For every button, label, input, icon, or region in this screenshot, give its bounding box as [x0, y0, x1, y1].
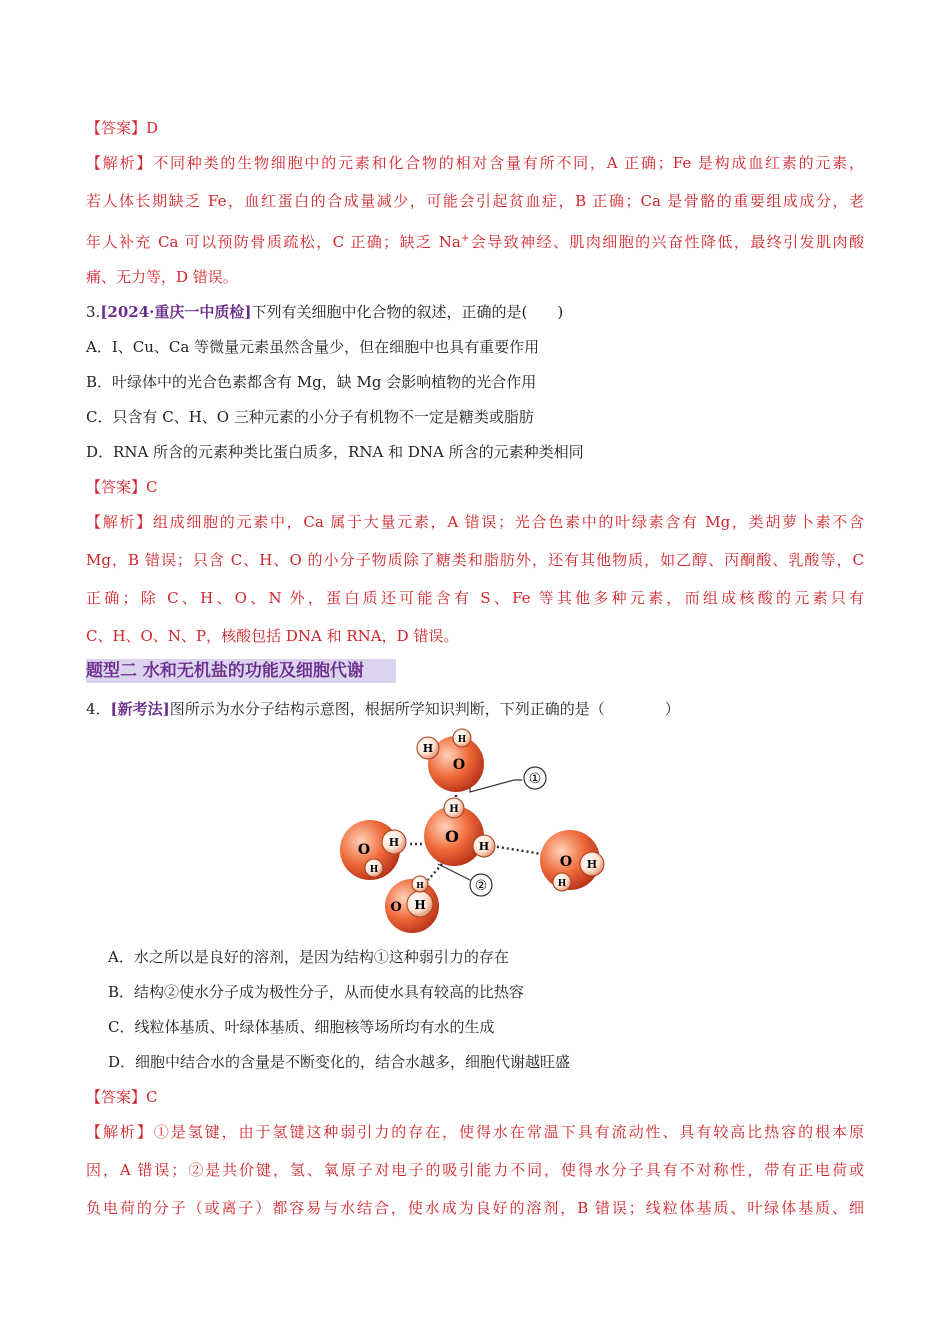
analysis-label: 【解析】 [86, 513, 153, 531]
question-text: 图所示为水分子结构示意图，根据所学知识判断，下列正确的是（ ） [169, 700, 680, 718]
q3-option-b: B．叶绿体中的光合色素都含有 Mg，缺 Mg 会影响植物的光合作用 [86, 373, 537, 391]
water-molecule-left [340, 820, 406, 880]
water-molecule-top [417, 729, 484, 792]
q4-option-a: A．水之所以是良好的溶剂，是因为结构①这种弱引力的存在 [108, 948, 509, 966]
svg-text:H: H [586, 858, 598, 871]
q2-answer [86, 118, 158, 138]
q3-option-a: A．I、Cu、Ca 等微量元素虽然含量少，但在细胞中也具有重要作用 [86, 338, 540, 356]
question-tag: [新考法] [110, 700, 170, 718]
water-molecule-right [540, 830, 604, 891]
q3-analysis-line: 正确；除 C、H、O、N 外，蛋白质还可能含有 S、Fe 等其他多种元素，而组成核酸的元素只有 [86, 589, 864, 607]
svg-text:H: H [414, 898, 426, 912]
leader-line-2 [438, 864, 470, 880]
q3-analysis-line: C、H、O、N、P，核酸包括 DNA 和 RNA，D 错误。 [86, 627, 459, 645]
analysis-label: 【解析】 [86, 1123, 154, 1141]
q2-analysis-line: 若人体长期缺乏 Fe，血红蛋白的合成量减少，可能会引起贫血症，B 正确；Ca 是骨骼的重要组成成分，老 [86, 192, 864, 210]
question-number: 4． [86, 700, 111, 718]
svg-text:O: O [559, 854, 573, 870]
svg-text:O: O [357, 842, 371, 858]
water-molecule-bottom [385, 876, 439, 933]
hydrogen-bond-line [428, 864, 442, 880]
q2-analysis-line: 【解析】不同种类的生物细胞中的元素和化合物的相对含量有所不同，A 正确；Fe 是构成血红素的元素， [86, 154, 864, 172]
q4-option-d: D．细胞中结合水的含量是不断变化的，结合水越多，细胞代谢越旺盛 [108, 1053, 571, 1071]
q3-analysis-line: Mg，B 错误；只含 C、H、O 的小分子物质除了糖类和脂肪外，还有其他物质，如乙醇、丙酮酸、乳酸等，C [86, 551, 864, 569]
q3-option-d: D．RNA 所含的元素种类比蛋白质多，RNA 和 DNA 所含的元素种类相同 [86, 443, 584, 461]
q3-answer [86, 477, 158, 497]
q3-option-c: C．只含有 C、H、O 三种元素的小分子有机物不一定是糖类或脂肪 [86, 408, 534, 426]
water-molecule-center [424, 798, 495, 866]
svg-text:H: H [416, 880, 424, 890]
q4-analysis-line: 因，A 错误；②是共价键，氢、氧原子对电子的吸引能力不同，使得水分子具有不对称性，带有正电荷或 [86, 1161, 864, 1179]
q2-analysis-line: 年人补充 Ca 可以预防骨质疏松，C 正确；缺乏 Na+会导致神经、肌肉细胞的兴奋性降低，最终引发肌肉酸 [86, 233, 864, 251]
answer-value: C [146, 478, 158, 496]
water-molecule-figure [330, 728, 620, 934]
answer-label: 【答案】 [86, 1088, 147, 1106]
superscript: + [460, 233, 470, 244]
svg-text:H: H [478, 840, 490, 853]
svg-text:O: O [390, 900, 402, 915]
answer-value: C [146, 1088, 158, 1106]
question-text: 下列有关细胞中化合物的叙述，正确的是( ) [251, 303, 564, 321]
answer-value: D [146, 119, 159, 137]
svg-text:H: H [422, 742, 434, 755]
svg-text:H: H [557, 879, 567, 889]
svg-text:O: O [452, 757, 466, 773]
q3-analysis-line: 【解析】组成细胞的元素中，Ca 属于大量元素，A 错误；光合色素中的叶绿素含有 Mg，类胡萝卜素不含 [86, 513, 864, 531]
label-1: ① [528, 771, 542, 787]
svg-text:H: H [449, 804, 459, 815]
q4-option-b: B．结构②使水分子成为极性分子，从而使水具有较高的比热容 [108, 983, 525, 1001]
label-2: ② [474, 878, 488, 894]
svg-text:H: H [369, 865, 379, 875]
q2-analysis-line: 痛、无力等，D 错误。 [86, 268, 238, 286]
answer-label: 【答案】 [86, 119, 147, 137]
question-number: 3. [86, 303, 101, 321]
svg-text:O: O [445, 827, 459, 846]
svg-text:H: H [388, 836, 400, 849]
q4-option-c: C．线粒体基质、叶绿体基质、细胞核等场所均有水的生成 [108, 1018, 495, 1036]
q4-analysis-line: 【解析】①是氢键，由于氢键这种弱引力的存在，使得水在常温下具有流动性、具有较高比热容的根本原 [86, 1123, 864, 1141]
q4-answer [86, 1087, 158, 1107]
question-tag: [2024·重庆一中质检] [100, 303, 252, 321]
q4-stem [86, 699, 680, 719]
answer-label: 【答案】 [86, 478, 147, 496]
section-heading: 题型二 水和无机盐的功能及细胞代谢 [86, 659, 396, 683]
q4-analysis-line: 负电荷的分子（或离子）都容易与水结合，使水成为良好的溶剂，B 错误；线粒体基质、叶绿体基质、细 [86, 1199, 864, 1217]
hydrogen-bond-line [492, 846, 542, 854]
q3-stem [86, 302, 563, 322]
analysis-label: 【解析】 [86, 154, 154, 172]
svg-text:H: H [457, 735, 467, 745]
